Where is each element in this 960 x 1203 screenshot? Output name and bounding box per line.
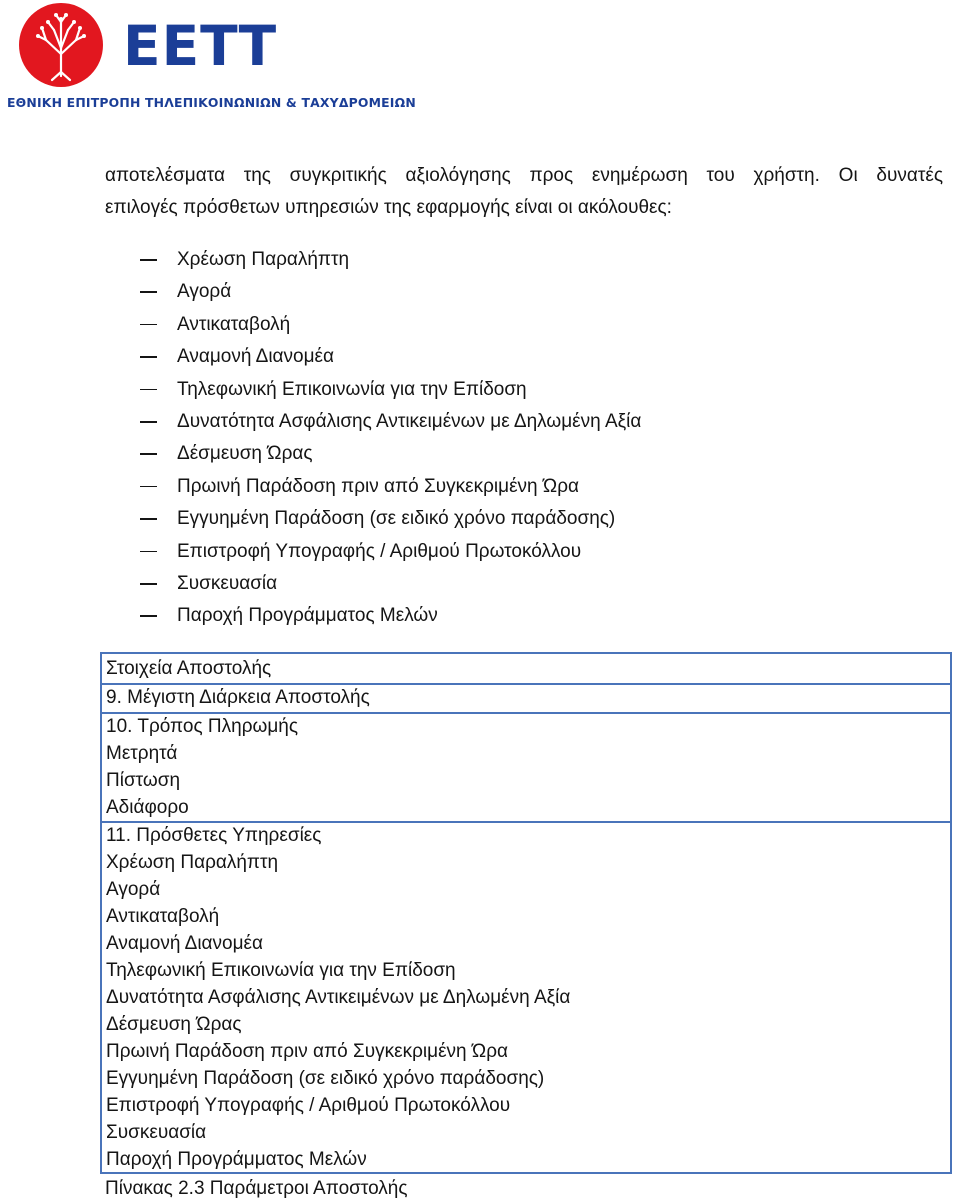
dash-bullet xyxy=(140,421,157,423)
intro-line-1: αποτελέσματα της συγκριτικής αξιολόγησης προς ενημέρωση του χρήστη. Οι δυνατές xyxy=(105,165,943,186)
payment-option: Πίστωση xyxy=(106,770,181,791)
service-option: Επιστροφή Υπογραφής / Αριθμού Πρωτοκόλλου xyxy=(106,1095,511,1116)
dash-bullet xyxy=(140,551,157,553)
service-option: Χρέωση Παραλήπτη xyxy=(106,852,279,873)
dash-bullet xyxy=(140,389,157,391)
list-item xyxy=(140,506,641,538)
intro-line-2: επιλογές πρόσθετων υπηρεσιών της εφαρμογής είναι οι ακόλουθες: xyxy=(105,197,672,218)
dash-bullet xyxy=(140,453,157,455)
intro-paragraph xyxy=(105,160,943,224)
service-option: Παροχή Προγράμματος Μελών xyxy=(106,1149,367,1170)
list-item-label: Πρωινή Παράδοση πριν από Συγκεκριμένη Ώρα xyxy=(177,475,579,497)
list-item xyxy=(140,409,641,441)
logo-wordmark: ΕΕΤΤ xyxy=(123,14,278,78)
service-option: Συσκευασία xyxy=(106,1122,207,1143)
dash-bullet xyxy=(140,259,157,261)
list-item xyxy=(140,474,641,506)
dash-bullet xyxy=(140,583,157,585)
payment-option: Μετρητά xyxy=(106,743,178,764)
list-item xyxy=(140,377,641,409)
list-item-label: Τηλεφωνική Επικοινωνία για την Επίδοση xyxy=(177,378,527,400)
row-title-payment-method: 10. Τρόπος Πληρωμής xyxy=(106,716,299,737)
page-header xyxy=(0,0,960,120)
dash-bullet xyxy=(140,518,157,520)
list-item xyxy=(140,603,641,635)
list-item xyxy=(140,247,641,279)
list-item-label: Συσκευασία xyxy=(177,572,278,594)
dash-bullet xyxy=(140,356,157,358)
table-row xyxy=(102,683,950,712)
service-option: Αναμονή Διανομέα xyxy=(106,933,263,954)
dash-bullet xyxy=(140,291,157,293)
list-item xyxy=(140,539,641,571)
table-row xyxy=(102,712,950,823)
list-item-label: Δυνατότητα Ασφάλισης Αντικειμένων με Δηλωμένη Αξία xyxy=(177,410,642,432)
service-option: Τηλεφωνική Επικοινωνία για την Επίδοση xyxy=(106,960,456,981)
list-item xyxy=(140,279,641,311)
table-header-label: Στοιχεία Αποστολής xyxy=(106,658,272,679)
service-option: Αγορά xyxy=(106,879,161,900)
row-title-additional-services: 11. Πρόσθετες Υπηρεσίες xyxy=(106,825,322,846)
dash-bullet xyxy=(140,486,157,488)
dash-bullet xyxy=(140,615,157,617)
table-row xyxy=(102,821,950,1174)
list-item xyxy=(140,344,641,376)
list-item-label: Αντικαταβολή xyxy=(177,313,291,335)
list-item-label: Παροχή Προγράμματος Μελών xyxy=(177,605,438,627)
logo-subtitle: ΕΘΝΙΚΗ ΕΠΙΤΡΟΠΗ ΤΗΛΕΠΙΚΟΙΝΩΝΙΩΝ & ΤΑΧΥΔΡΟΜΕΙΩΝ xyxy=(7,95,416,110)
service-option: Δέσμευση Ώρας xyxy=(106,1014,242,1035)
service-option: Αντικαταβολή xyxy=(106,906,220,927)
list-item xyxy=(140,441,641,473)
table-header-row xyxy=(102,654,950,683)
service-option: Πρωινή Παράδοση πριν από Συγκεκριμένη Ώρα xyxy=(106,1041,508,1062)
eett-tree-logo-icon xyxy=(18,2,104,88)
service-option: Δυνατότητα Ασφάλισης Αντικειμένων με Δηλωμένη Αξία xyxy=(106,987,571,1008)
list-item-label: Χρέωση Παραλήπτη xyxy=(177,249,350,270)
additional-services-list xyxy=(140,247,641,636)
row-title-max-duration: 9. Μέγιστη Διάρκεια Αποστολής xyxy=(106,687,370,708)
service-option: Εγγυημένη Παράδοση (σε ειδικό χρόνο παράδοσης) xyxy=(106,1068,545,1089)
shipment-parameters-table xyxy=(100,652,952,1174)
list-item xyxy=(140,571,641,603)
list-item-label: Δέσμευση Ώρας xyxy=(177,443,313,465)
payment-option: Αδιάφορο xyxy=(106,797,189,818)
list-item-label: Εγγυημένη Παράδοση (σε ειδικό χρόνο παράδοσης) xyxy=(177,508,616,530)
list-item-label: Επιστροφή Υπογραφής / Αριθμού Πρωτοκόλλου xyxy=(177,540,582,562)
table-caption: Πίνακας 2.3 Παράμετροι Αποστολής xyxy=(105,1178,408,1199)
list-item-label: Αναμονή Διανομέα xyxy=(177,346,334,368)
dash-bullet xyxy=(140,324,157,326)
list-item-label: Αγορά xyxy=(177,281,232,303)
list-item xyxy=(140,312,641,344)
